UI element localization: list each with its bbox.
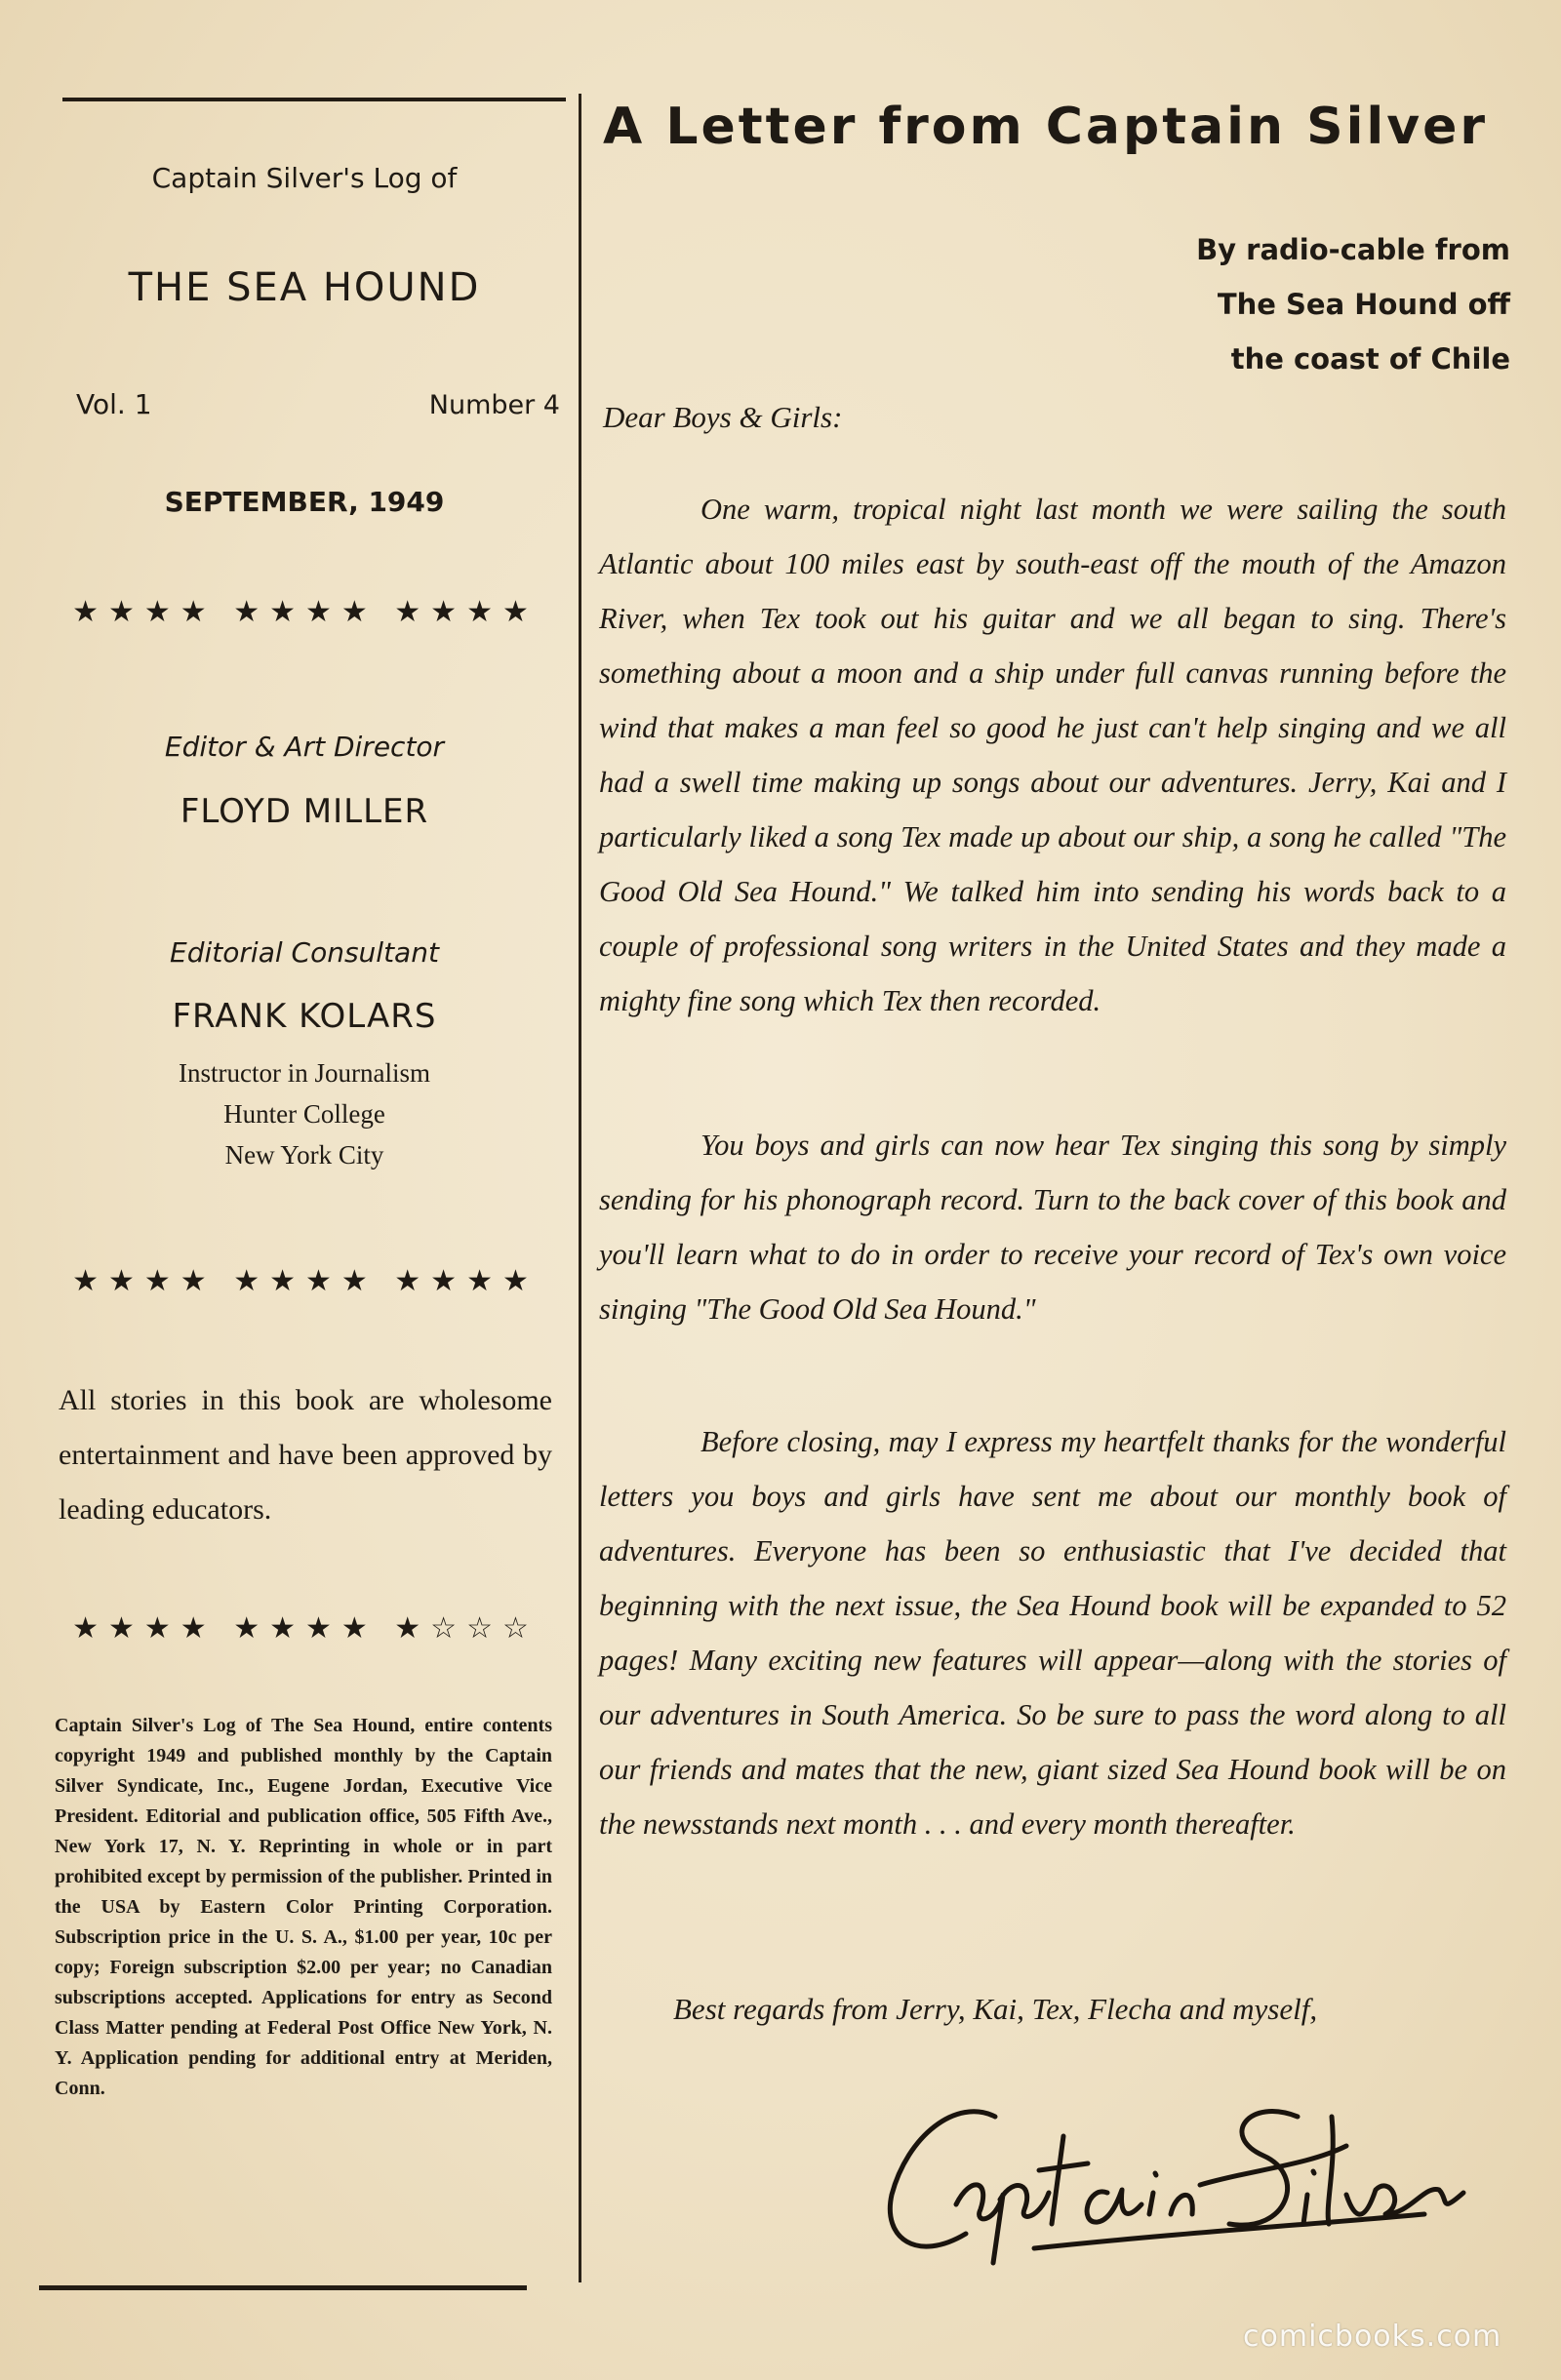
issue-number: Number 4 bbox=[428, 390, 560, 420]
byline-line: the coast of Chile bbox=[1230, 342, 1510, 376]
star-divider: ★★★★ ★★★★ ★★★★ bbox=[72, 1265, 539, 1297]
bottom-rule bbox=[39, 2285, 527, 2290]
consultant-school: Hunter College bbox=[223, 1099, 385, 1129]
consultant-name: FRANK KOLARS bbox=[172, 997, 437, 1036]
editor-name: FLOYD MILLER bbox=[180, 792, 429, 831]
masthead-title: THE SEA HOUND bbox=[128, 265, 481, 310]
byline-line: By radio-cable from bbox=[1196, 233, 1510, 266]
editor-role: Editor & Art Director bbox=[164, 731, 445, 763]
consultant-title: Instructor in Journalism bbox=[179, 1058, 430, 1088]
letter-paragraph: Before closing, may I express my heartfelt thanks for the wonderful letters you boys and girls have sent me about our monthly book of adventures. Everyone has been so enthusiastic that I've decided that beginning with the next issue, the Sea Hound book will be expanded to 52 pages! Many exciting new features will appear—along with the stories of our adventures in South America. So be sure to pass the word along to all our friends and mates that the new, giant sized Sea Hound book will be on the newsstands next month . . . and every month thereafter. bbox=[599, 1425, 1506, 1841]
masthead-subtitle: Captain Silver's Log of bbox=[151, 162, 458, 194]
consultant-city: New York City bbox=[224, 1140, 384, 1170]
top-rule bbox=[62, 98, 566, 101]
closing-line: Best regards from Jerry, Kai, Tex, Flecha and myself, bbox=[673, 1992, 1318, 2026]
salutation: Dear Boys & Girls: bbox=[603, 400, 843, 434]
letter-title: A Letter from Captain Silver bbox=[603, 98, 1489, 156]
letter-paragraph: One warm, tropical night last month we were sailing the south Atlantic about 100 miles east by south-east off the mouth of the Amazon River, when Tex took out his guitar and we all began to sing. There's something about a moon and a ship under full canvas running before the wind that makes a man feel so good he just can't help singing and we all had a swell time making up songs about our adventures. Jerry, Kai and I particularly liked a song Tex made up about our ship, a song he called "The Good Old Sea Hound." We talked him into sending his words back to a couple of professional song writers in the United States and they made a mighty fine song which Tex then recorded. bbox=[599, 493, 1506, 1017]
letter-byline bbox=[976, 222, 1510, 386]
consultant-role: Editorial Consultant bbox=[170, 936, 439, 969]
star-divider: ★★★★ ★★★★ ★☆☆☆ bbox=[72, 1612, 539, 1645]
approval-note: All stories in this book are wholesome entertainment and have been approved by leading educators. bbox=[59, 1384, 552, 1526]
volume-label: Vol. 1 bbox=[76, 388, 152, 420]
star-divider: ★★★★ ★★★★ ★★★★ bbox=[72, 596, 539, 628]
byline-line: The Sea Hound off bbox=[1217, 288, 1510, 321]
letter-paragraph: You boys and girls can now hear Tex singing this song by simply sending for his phonograph record. Turn to the back cover of this book and you'll learn what to do in order to receive your record of Tex's own voice singing "The Good Old Sea Hound." bbox=[599, 1129, 1506, 1326]
signature-image bbox=[878, 2078, 1502, 2273]
copyright-notice: Captain Silver's Log of The Sea Hound, entire contents copyright 1949 and published monthly by the Captain Silver Syndicate, Inc., Eugene Jordan, Executive Vice President. Editorial and publication office, 505 Fifth Ave., New York 17, N. Y. Reprinting in whole or in part prohibited except by permission of the publisher. Printed in the USA by Eastern Color Printing Corporation. Subscription price in the U. S. A., $1.00 per year, 10c per copy; Foreign subscription $2.00 per year; no Canadian subscriptions accepted. Applications for entry as Second Class Matter pending at Federal Post Office New York, N. Y. Application pending for additional entry at Meriden, Conn. bbox=[55, 1715, 552, 2099]
column-divider bbox=[579, 94, 581, 2282]
watermark: comicbooks.com bbox=[1243, 2320, 1502, 2354]
issue-date: SEPTEMBER, 1949 bbox=[164, 486, 445, 518]
